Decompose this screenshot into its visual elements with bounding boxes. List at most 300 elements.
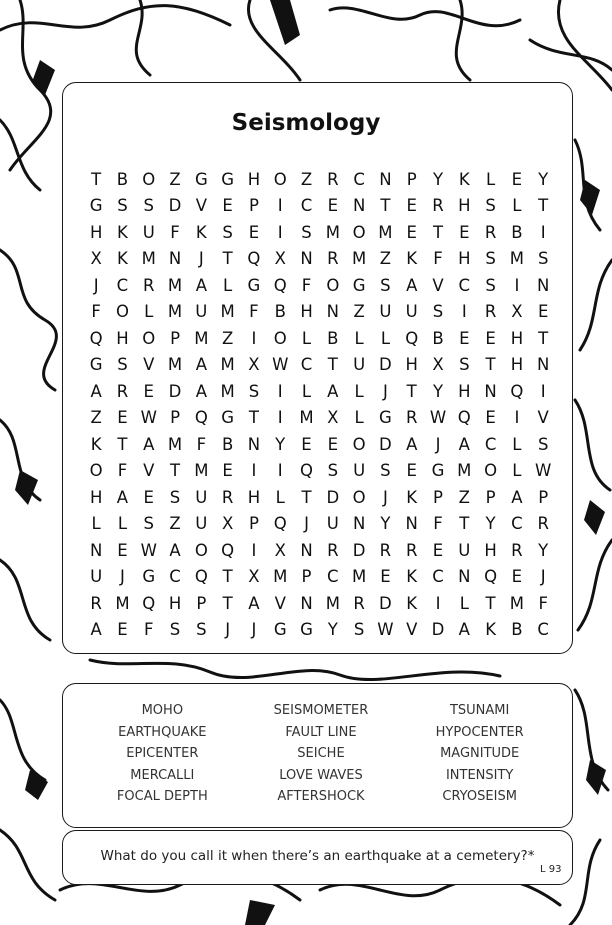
grid-letter: P xyxy=(248,196,259,216)
grid-letter: Z xyxy=(169,169,181,189)
grid-letter: L xyxy=(223,275,233,295)
grid-letter: A xyxy=(195,275,207,295)
grid-letter: L xyxy=(486,169,496,189)
grid-letter: E xyxy=(406,196,417,216)
grid-letter: I xyxy=(435,593,441,613)
grid-letter: R xyxy=(484,222,497,242)
grid-letter: L xyxy=(144,302,154,322)
grid-letter: N xyxy=(247,434,261,454)
grid-letter: N xyxy=(168,249,182,269)
word-list-item: EPICENTER xyxy=(126,746,199,761)
grid-letter: G xyxy=(89,355,103,375)
grid-letter: K xyxy=(406,567,418,587)
grid-letter: I xyxy=(540,222,546,242)
grid-letter: E xyxy=(117,540,128,560)
grid-letter: S xyxy=(485,249,496,269)
grid-letter: M xyxy=(325,222,340,242)
grid-letter: M xyxy=(273,567,288,587)
grid-letter: M xyxy=(351,249,367,269)
grid-letter: U xyxy=(379,302,392,322)
word-list-item: MAGNITUDE xyxy=(440,746,520,761)
grid-letter: E xyxy=(327,434,339,454)
grid-letter: F xyxy=(91,302,101,322)
grid-letter: M xyxy=(457,461,472,481)
riddle-question: What do you call it when there’s an earthquake at a cemetery?* xyxy=(100,848,535,864)
grid-letter: P xyxy=(301,567,312,587)
letter-grid xyxy=(83,166,556,643)
grid-letter: D xyxy=(379,355,392,375)
grid-letter: M xyxy=(220,355,235,375)
grid-letter: Z xyxy=(300,169,313,189)
grid-letter: X xyxy=(221,514,234,534)
grid-letter: S xyxy=(485,275,496,295)
grid-letter: I xyxy=(251,328,257,348)
grid-letter: I xyxy=(514,408,520,428)
grid-letter: Y xyxy=(485,514,496,534)
grid-letter: N xyxy=(326,302,339,322)
grid-letter: F xyxy=(196,434,207,454)
word-list-item: MERCALLI xyxy=(130,767,195,783)
grid-letter: S xyxy=(196,620,207,640)
grid-letter: N xyxy=(458,567,471,587)
grid-letter: N xyxy=(89,540,103,560)
grid-letter: X xyxy=(248,355,260,375)
grid-letter: E xyxy=(222,461,233,481)
grid-letter: P xyxy=(170,328,181,348)
grid-letter: G xyxy=(194,169,208,189)
grid-letter: Q xyxy=(484,567,498,587)
grid-letter: Y xyxy=(380,514,391,534)
grid-letter: R xyxy=(327,249,339,269)
grid-letter: R xyxy=(116,381,129,401)
grid-letter: M xyxy=(378,222,393,242)
grid-letter: J xyxy=(382,487,388,507)
grid-letter: O xyxy=(273,169,287,189)
grid-letter: G xyxy=(221,169,235,189)
grid-letter: I xyxy=(251,461,257,481)
grid-letter: W xyxy=(429,408,447,428)
grid-letter: E xyxy=(248,222,260,242)
grid-letter: K xyxy=(90,434,102,454)
grid-letter: I xyxy=(514,275,520,295)
grid-letter: B xyxy=(511,222,523,242)
grid-letter: F xyxy=(538,593,548,613)
grid-letter: H xyxy=(405,355,418,375)
grid-letter: U xyxy=(326,514,339,534)
grid-letter: J xyxy=(120,567,125,587)
grid-letter: S xyxy=(380,275,391,295)
grid-letter: C xyxy=(169,567,181,587)
grid-letter: O xyxy=(484,461,498,481)
grid-letter: V xyxy=(274,593,286,613)
grid-letter: H xyxy=(458,381,471,401)
grid-letter: M xyxy=(194,328,209,348)
grid-letter: R xyxy=(327,540,339,560)
grid-letter: E xyxy=(485,408,496,428)
grid-letter: H xyxy=(89,222,103,242)
grid-letter: S xyxy=(169,487,181,507)
grid-letter: E xyxy=(380,567,391,587)
grid-letter: P xyxy=(406,169,417,189)
grid-letter: R xyxy=(221,487,234,507)
grid-letter: M xyxy=(220,381,235,401)
grid-letter: T xyxy=(432,222,444,242)
grid-letter: A xyxy=(406,275,418,295)
grid-letter: C xyxy=(327,567,339,587)
grid-letter: A xyxy=(116,487,129,507)
grid-letter: L xyxy=(512,461,522,481)
grid-letter: J xyxy=(540,567,546,587)
grid-letter: Q xyxy=(194,408,208,428)
grid-letter: Y xyxy=(275,434,286,454)
grid-letter: U xyxy=(142,222,155,242)
grid-letter: G xyxy=(89,196,103,216)
grid-letter: K xyxy=(458,169,470,189)
word-list-item: FAULT LINE xyxy=(285,724,357,740)
grid-letter: U xyxy=(90,567,103,587)
grid-letter: J xyxy=(93,275,99,295)
grid-letter: A xyxy=(169,540,181,560)
grid-letter: Y xyxy=(432,381,444,401)
word-list-item: EARTHQUAKE xyxy=(118,724,207,740)
grid-letter: G xyxy=(431,461,445,481)
grid-letter: E xyxy=(143,381,154,401)
grid-letter: T xyxy=(327,355,338,375)
grid-letter: Q xyxy=(510,381,524,401)
grid-letter: E xyxy=(117,408,128,428)
grid-letter: H xyxy=(116,328,129,348)
grid-letter: R xyxy=(143,275,155,295)
grid-letter: H xyxy=(247,487,261,507)
grid-letter: M xyxy=(167,355,183,375)
grid-letter: O xyxy=(326,275,340,295)
grid-letter: I xyxy=(251,540,257,560)
grid-letter: G xyxy=(352,275,366,295)
grid-letter: E xyxy=(459,328,470,348)
grid-letter: K xyxy=(406,249,418,269)
grid-letter: C xyxy=(353,169,365,189)
grid-letter: L xyxy=(117,514,128,534)
grid-letter: N xyxy=(379,169,392,189)
word-list-item: HYPOCENTER xyxy=(435,724,524,740)
grid-letter: S xyxy=(117,196,128,216)
grid-letter: L xyxy=(354,408,364,428)
grid-letter: N xyxy=(537,355,550,375)
grid-letter: T xyxy=(222,593,233,613)
grid-letter: S xyxy=(117,355,128,375)
grid-letter: H xyxy=(168,593,182,613)
grid-letter: U xyxy=(195,487,208,507)
grid-letter: U xyxy=(353,355,366,375)
grid-letter: E xyxy=(511,169,523,189)
grid-letter: O xyxy=(273,328,287,348)
grid-letter: R xyxy=(511,540,523,560)
grid-letter: L xyxy=(354,381,364,401)
grid-letter: M xyxy=(167,302,183,322)
grid-letter: J xyxy=(251,620,257,640)
word-list xyxy=(83,700,559,808)
grid-letter: T xyxy=(222,567,233,587)
grid-letter: I xyxy=(277,196,283,216)
grid-letter: J xyxy=(225,620,231,640)
grid-letter: O xyxy=(352,487,366,507)
grid-letter: L xyxy=(380,328,391,348)
word-list-item: SEICHE xyxy=(297,746,345,761)
grid-letter: D xyxy=(326,487,340,507)
grid-letter: Z xyxy=(169,514,181,534)
grid-letter: B xyxy=(432,328,444,348)
grid-letter: T xyxy=(485,593,496,613)
grid-letter: S xyxy=(248,381,260,401)
grid-letter: A xyxy=(90,381,102,401)
grid-letter: F xyxy=(249,302,259,322)
grid-letter: C xyxy=(116,275,129,295)
grid-letter: Y xyxy=(432,169,444,189)
grid-letter: E xyxy=(537,302,549,322)
grid-letter: A xyxy=(248,593,260,613)
grid-letter: Z xyxy=(458,487,470,507)
grid-letter: T xyxy=(91,169,102,189)
grid-letter: I xyxy=(461,302,467,322)
grid-letter: L xyxy=(301,381,312,401)
grid-letter: Q xyxy=(142,593,156,613)
grid-letter: Y xyxy=(538,169,549,189)
grid-letter: G xyxy=(379,408,392,428)
grid-letter: K xyxy=(195,222,207,242)
grid-letter: J xyxy=(382,381,388,401)
grid-letter: M xyxy=(351,567,367,587)
grid-letter: O xyxy=(142,328,156,348)
grid-letter: P xyxy=(170,408,181,428)
grid-letter: S xyxy=(459,355,470,375)
grid-letter: N xyxy=(405,514,418,534)
grid-letter: O xyxy=(89,461,103,481)
grid-letter: P xyxy=(433,487,443,507)
grid-letter: O xyxy=(352,222,366,242)
grid-letter: I xyxy=(540,381,546,401)
grid-letter: E xyxy=(406,461,417,481)
grid-letter: B xyxy=(274,302,286,322)
grid-letter: O xyxy=(194,540,208,560)
grid-letter: F xyxy=(433,514,443,534)
grid-letter: S xyxy=(537,434,549,454)
grid-letter: S xyxy=(143,514,154,534)
grid-letter: H xyxy=(484,540,497,560)
grid-letter: G xyxy=(221,408,235,428)
grid-letter: K xyxy=(406,487,418,507)
grid-letter: M xyxy=(509,249,525,269)
grid-letter: V xyxy=(432,275,444,295)
grid-letter: C xyxy=(432,567,444,587)
grid-letter: E xyxy=(432,540,444,560)
grid-letter: D xyxy=(168,381,182,401)
grid-letter: I xyxy=(277,222,283,242)
grid-letter: M xyxy=(141,249,156,269)
grid-letter: J xyxy=(304,514,309,534)
grid-letter: K xyxy=(117,249,128,269)
grid-letter: S xyxy=(222,222,233,242)
grid-letter: A xyxy=(327,381,339,401)
grid-letter: F xyxy=(117,461,128,481)
grid-letter: S xyxy=(380,461,391,481)
grid-letter: K xyxy=(485,620,497,640)
grid-letter: T xyxy=(169,461,181,481)
grid-letter: S xyxy=(327,461,339,481)
grid-letter: H xyxy=(510,328,524,348)
grid-letter: J xyxy=(435,434,441,454)
grid-letter: Q xyxy=(457,408,471,428)
word-list-item: LOVE WAVES xyxy=(279,767,363,783)
grid-letter: F xyxy=(433,249,443,269)
grid-letter: L xyxy=(512,434,522,454)
grid-letter: I xyxy=(277,461,283,481)
grid-letter: E xyxy=(406,222,417,242)
grid-letter: M xyxy=(299,408,314,428)
grid-letter: Z xyxy=(90,408,102,428)
grid-letter: M xyxy=(220,302,235,322)
grid-letter: V xyxy=(537,408,549,428)
grid-letter: W xyxy=(140,540,157,560)
grid-letter: L xyxy=(459,593,469,613)
grid-letter: Z xyxy=(353,302,365,322)
grid-letter: S xyxy=(301,222,312,242)
grid-letter: B xyxy=(221,434,234,454)
grid-letter: Q xyxy=(89,328,103,348)
grid-letter: T xyxy=(406,381,417,401)
grid-letter: N xyxy=(300,593,313,613)
grid-letter: Q xyxy=(247,249,261,269)
grid-letter: M xyxy=(325,593,340,613)
grid-letter: L xyxy=(354,328,364,348)
grid-letter: Q xyxy=(300,461,314,481)
grid-letter: E xyxy=(459,222,470,242)
grid-letter: R xyxy=(327,169,339,189)
grid-letter: C xyxy=(458,275,471,295)
grid-letter: F xyxy=(301,275,312,295)
word-list-item: SEISMOMETER xyxy=(273,703,369,718)
grid-letter: R xyxy=(537,514,549,534)
grid-letter: S xyxy=(169,620,181,640)
grid-letter: C xyxy=(511,514,523,534)
grid-letter: E xyxy=(222,196,233,216)
grid-letter: S xyxy=(353,620,365,640)
grid-letter: T xyxy=(459,514,470,534)
grid-letter: N xyxy=(352,196,366,216)
grid-letter: T xyxy=(538,196,549,216)
grid-letter: B xyxy=(116,169,129,189)
grid-letter: Q xyxy=(221,540,235,560)
grid-letter: W xyxy=(535,461,552,481)
grid-letter: R xyxy=(353,593,365,613)
grid-letter: A xyxy=(90,620,102,640)
grid-letter: V xyxy=(143,355,155,375)
grid-letter: V xyxy=(195,196,207,216)
grid-letter: I xyxy=(277,408,283,428)
word-list-item: AFTERSHOCK xyxy=(277,789,365,804)
grid-letter: D xyxy=(352,540,366,560)
grid-letter: P xyxy=(538,487,549,507)
grid-letter: R xyxy=(432,196,444,216)
grid-letter: Q xyxy=(405,328,419,348)
grid-letter: P xyxy=(196,593,207,613)
grid-letter: A xyxy=(195,355,207,375)
grid-letter: T xyxy=(380,196,391,216)
grid-letter: O xyxy=(352,434,366,454)
grid-letter: H xyxy=(458,249,471,269)
grid-letter: L xyxy=(91,514,101,534)
grid-letter: H xyxy=(89,487,103,507)
grid-letter: H xyxy=(510,355,524,375)
grid-letter: T xyxy=(301,487,312,507)
word-list-item: CRYOSEISM xyxy=(442,789,517,804)
grid-letter: D xyxy=(431,620,445,640)
grid-letter: G xyxy=(300,620,313,640)
grid-letter: Y xyxy=(538,540,549,560)
grid-letter: T xyxy=(117,434,128,454)
grid-letter: X xyxy=(432,355,444,375)
word-list-item: TSUNAMI xyxy=(449,703,510,718)
grid-letter: K xyxy=(406,593,418,613)
grid-letter: S xyxy=(537,249,549,269)
grid-letter: R xyxy=(90,593,102,613)
grid-letter: U xyxy=(458,540,471,560)
grid-letter: U xyxy=(353,461,366,481)
grid-letter: E xyxy=(485,328,496,348)
grid-letter: R xyxy=(405,540,418,560)
word-list-item: FOCAL DEPTH xyxy=(116,789,208,804)
grid-letter: E xyxy=(117,620,128,640)
grid-letter: W xyxy=(272,355,289,375)
grid-letter: V xyxy=(406,620,418,640)
word-list-item: INTENSITY xyxy=(445,767,514,783)
grid-letter: L xyxy=(512,196,522,216)
grid-letter: O xyxy=(115,302,129,322)
grid-letter: X xyxy=(274,540,286,560)
grid-letter: A xyxy=(458,620,470,640)
grid-letter: S xyxy=(485,196,496,216)
grid-letter: K xyxy=(117,222,128,242)
grid-letter: L xyxy=(301,328,312,348)
grid-letter: L xyxy=(275,487,285,507)
grid-letter: Q xyxy=(273,275,287,295)
grid-letter: X xyxy=(90,249,102,269)
grid-letter: V xyxy=(143,461,155,481)
grid-letter: A xyxy=(406,434,418,454)
grid-letter: R xyxy=(405,408,418,428)
grid-letter: B xyxy=(327,328,339,348)
grid-letter: N xyxy=(352,514,366,534)
grid-letter: S xyxy=(432,302,444,322)
grid-letter: Q xyxy=(194,567,208,587)
grid-letter: A xyxy=(143,434,155,454)
grid-letter: C xyxy=(300,355,313,375)
grid-letter: X xyxy=(274,249,286,269)
grid-letter: C xyxy=(300,196,313,216)
grid-letter: M xyxy=(167,275,183,295)
grid-letter: O xyxy=(142,169,156,189)
grid-letter: X xyxy=(248,567,260,587)
grid-letter: U xyxy=(195,514,208,534)
grid-letter: N xyxy=(300,540,313,560)
grid-letter: U xyxy=(405,302,418,322)
grid-letter: W xyxy=(140,408,157,428)
grid-letter: N xyxy=(484,381,497,401)
grid-letter: A xyxy=(458,434,470,454)
grid-letter: E xyxy=(301,434,312,454)
grid-letter: R xyxy=(379,540,392,560)
grid-letter: A xyxy=(195,381,207,401)
grid-letter: M xyxy=(194,461,209,481)
